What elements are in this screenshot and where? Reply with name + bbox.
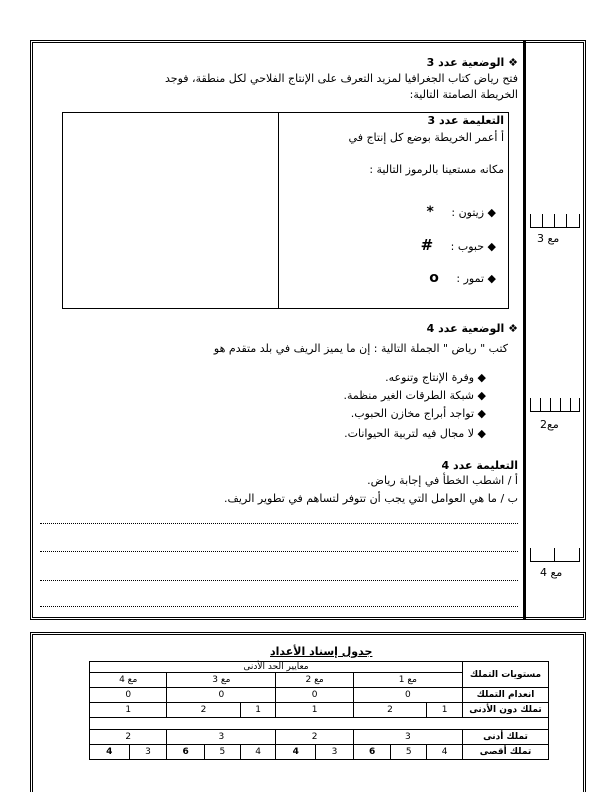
levels-header: مستويات التملك: [463, 662, 549, 688]
side-label-m4: مع 4: [540, 566, 563, 579]
instruction4-title: التعليمة عدد 4: [441, 459, 518, 472]
situation4-line1: كتب " رياض " الجملة التالية : إن ما يميز الريف في بلد متقدم هو: [213, 342, 508, 355]
score-ticks: [530, 548, 580, 562]
instruction4-line-b: ب / ما هي العوامل التي يجب أن تتوفر لتساهم في تطوير الريف.: [224, 492, 518, 505]
legend-label: زيتون :: [451, 206, 485, 219]
legend-item-dates: [300, 270, 496, 286]
criteria-header: معايير الحد الأدنى: [90, 662, 463, 673]
bullet-icon: ◆: [484, 272, 496, 285]
instruction4-line-a: أ / اشطب الخطأ في إجابة رياض.: [367, 474, 518, 487]
grid-title: جدول إسناد الأعداد: [270, 645, 373, 658]
table-row: [90, 718, 549, 730]
bullet-icon: ◆: [484, 206, 496, 219]
instruction3-line2: مكانه مستعينا بالرموز التالية :: [369, 163, 504, 176]
table-row: 0 0 0 0 انعدام التملك: [90, 688, 549, 703]
list-item: ◆ لا مجال فيه لتربية الحيوانات.: [344, 427, 486, 440]
instruction3-line1: أ أعمر الخريطة بوضع كل إنتاج في: [348, 131, 504, 144]
legend-symbol: #: [420, 236, 434, 254]
grading-table: [89, 661, 549, 760]
answer-line[interactable]: [40, 606, 518, 607]
bullet-icon: ◆: [484, 240, 496, 253]
side-label-m2: مع2: [540, 418, 559, 431]
table-row: 4 3 6 5 4 4 3 6 5 4 تملك أقصى: [90, 745, 549, 760]
bullet-icon: ◆: [474, 407, 486, 420]
legend-label: تمور :: [456, 272, 485, 285]
situation4-title: ❖ الوضعية عدد 4: [426, 322, 518, 335]
table-row: 2 3 2 3 تملك أدنى: [90, 730, 549, 745]
answer-line[interactable]: [40, 551, 518, 552]
list-item: ◆ شبكة الطرقات الغير منظمة.: [343, 389, 486, 402]
criteria-cell: مع 2: [276, 673, 353, 688]
box-divider: [278, 113, 279, 308]
legend-item-olive: [300, 204, 496, 220]
criteria-cell: مع 1: [353, 673, 462, 688]
legend-symbol: *: [426, 204, 434, 220]
bullet-icon: ◆: [474, 371, 486, 384]
legend-symbol: o: [429, 270, 439, 286]
side-label-m3: مع 3: [537, 232, 560, 245]
answer-line[interactable]: [40, 523, 518, 524]
bullet-icon: ◆: [474, 427, 486, 440]
answer-line[interactable]: [40, 580, 518, 581]
situation3-line1: فتح رياض كتاب الجغرافيا لمزيد التعرف على الإنتاج الفلاحي لكل منطقة، فوجد: [165, 72, 518, 85]
instruction3-title: التعليمة عدد 3: [427, 114, 504, 127]
score-column: [523, 40, 586, 620]
score-ticks: [530, 398, 580, 412]
legend-label: حبوب :: [450, 240, 485, 253]
bullet-icon: ◆: [474, 389, 486, 402]
situation3-line2: الخريطة الصامتة التالية:: [409, 88, 518, 101]
criteria-cell: مع 3: [167, 673, 276, 688]
list-item: ◆ وفرة الإنتاج وتنوعه.: [385, 371, 486, 384]
criteria-cell: مع 4: [90, 673, 167, 688]
score-ticks: [530, 214, 580, 228]
situation3-title: ❖ الوضعية عدد 3: [426, 56, 518, 69]
list-item: ◆ تواجد أبراج مخازن الحبوب.: [350, 407, 486, 420]
table-row: 1 2 1 1 2 1 تملك دون الأدنى: [90, 703, 549, 718]
legend-item-grain: [300, 236, 496, 254]
